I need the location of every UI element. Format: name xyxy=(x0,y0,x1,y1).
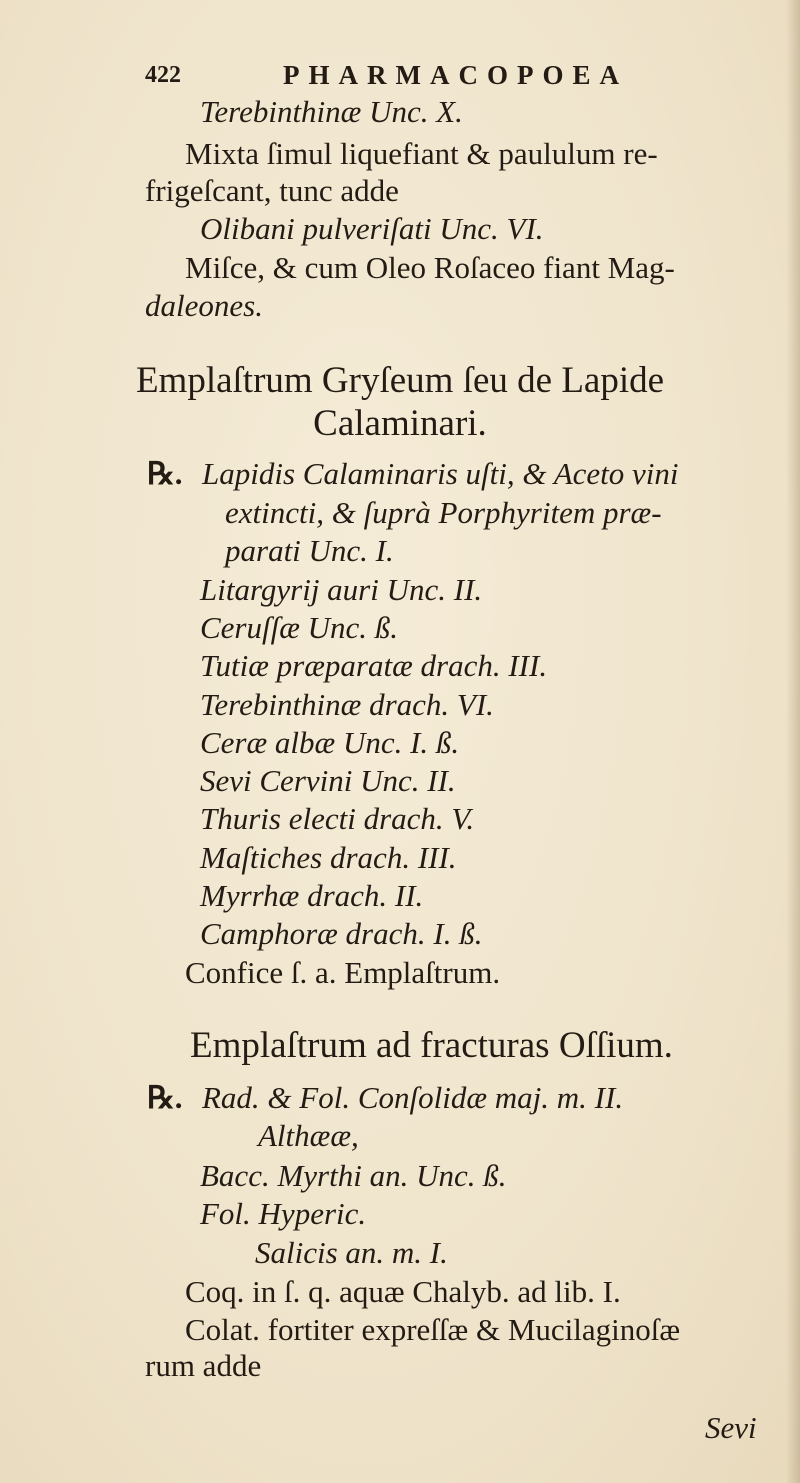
ingredient-line: Litargyrij auri Unc. II. xyxy=(200,572,483,607)
recipe-line: Mixta ſimul liquefiant & paululum re- xyxy=(185,136,658,171)
instruction-line: Colat. fortiter expreſſæ & Mucilaginoſæ xyxy=(185,1312,681,1347)
section-heading: Calaminari. xyxy=(313,403,487,444)
ingredient-line: Fol. Hyperic. xyxy=(200,1196,367,1231)
running-title: PHARMACOPOEA xyxy=(283,60,628,90)
instruction-line: Confice ſ. a. Emplaſtrum. xyxy=(185,955,501,990)
recipe-line: Miſce, & cum Oleo Roſaceo fiant Mag- xyxy=(185,250,675,285)
ingredient-line: parati Unc. I. xyxy=(225,533,394,568)
ingredient-line: Maſtiches drach. III. xyxy=(200,840,457,875)
ingredient-line: Bacc. Myrthi an. Unc. ß. xyxy=(200,1158,507,1193)
ingredient-line: Sevi Cervini Unc. II. xyxy=(200,763,456,798)
ingredient-line: Ceruſſæ Unc. ß. xyxy=(200,610,399,645)
catchword: Sevi xyxy=(705,1410,757,1445)
ingredient-line: Tutiæ præparatæ drach. III. xyxy=(200,648,548,683)
ingredient-line: Camphoræ drach. I. ß. xyxy=(200,916,483,951)
instruction-line: Coq. in ſ. q. aquæ Chalyb. ad lib. I. xyxy=(185,1274,621,1309)
ingredient-line: Myrrhæ drach. II. xyxy=(200,878,424,913)
ingredient-line: Terebinthinæ drach. VI. xyxy=(200,687,494,722)
section-heading: Emplaſtrum Gryſeum ſeu de Lapide xyxy=(135,360,665,401)
instruction-line: rum adde xyxy=(145,1348,262,1383)
recipe-line: Olibani pulveriſati Unc. VI. xyxy=(200,211,544,246)
recipe-symbol: ℞. xyxy=(147,456,183,491)
page-edge-shadow xyxy=(786,0,800,1483)
ingredient-line: Lapidis Calaminaris uſti, & Aceto vini xyxy=(202,456,679,491)
ingredient-line: Thuris electi drach. V. xyxy=(200,801,475,836)
recipe-symbol: ℞. xyxy=(147,1080,183,1115)
recipe-line: daleones. xyxy=(145,288,263,323)
recipe-line: Terebinthinæ Unc. X. xyxy=(200,94,463,129)
page-number: 422 xyxy=(145,62,181,88)
ingredient-line: Rad. & Fol. Conſolidæ maj. m. II. xyxy=(202,1080,624,1115)
ingredient-line: extincti, & ſuprà Porphyritem præ- xyxy=(225,495,662,530)
ingredient-line: Althææ, xyxy=(258,1118,359,1153)
section-heading: Emplaſtrum ad fracturas Oſſium. xyxy=(190,1025,673,1066)
ingredient-line: Ceræ albæ Unc. I. ß. xyxy=(200,725,460,760)
ingredient-line: Salicis an. m. I. xyxy=(255,1235,448,1270)
recipe-line: frigeſcant, tunc adde xyxy=(145,173,399,208)
